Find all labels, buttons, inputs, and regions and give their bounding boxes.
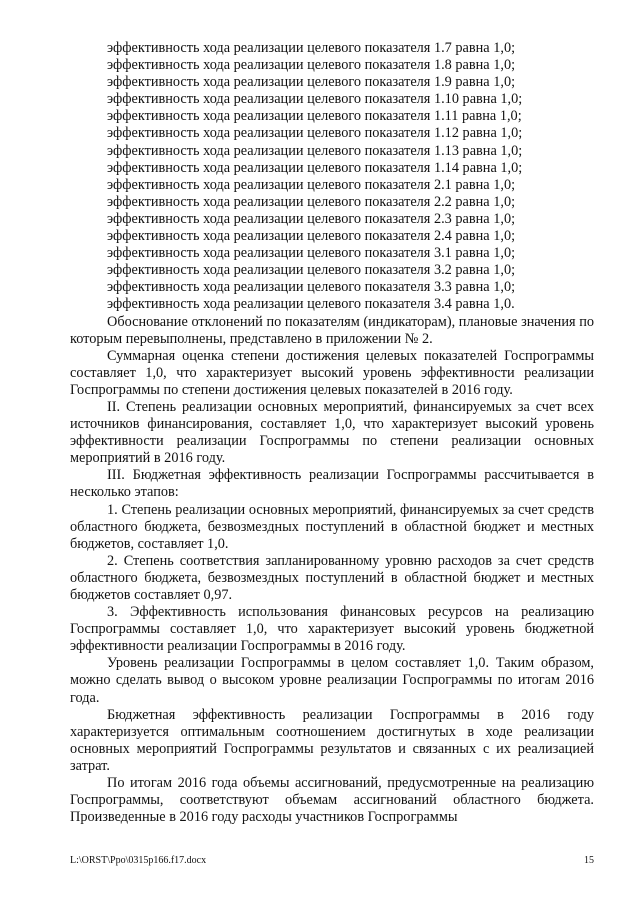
- paragraph-overall-level: Уровень реализации Госпрограммы в целом составляет 1,0. Таким образом, можно сделать вывод о высоком уровне реализации Госпрограммы по итогам 2016 года.: [70, 655, 594, 706]
- list-item: эффективность хода реализации целевого показателя 3.2 равна 1,0;: [107, 262, 516, 279]
- list-item: эффективность хода реализации целевого показателя 3.4 равна 1,0.: [107, 296, 515, 313]
- paragraph-stage-2: 2. Степень соответствия запланированному уровню расходов за счет средств областного бюджета, безвозмездных поступлений в областной бюджет и местных бюджетов составляет 0,97.: [70, 552, 594, 603]
- paragraph-budget-efficiency: III. Бюджетная эффективность реализации Госпрограммы рассчитывается в несколько этапов:: [70, 467, 594, 501]
- paragraph-summary-score: Суммарная оценка степени достижения целевых показателей Госпрограммы составляет 1,0, что характеризует высокий уровень эффективности реализации Госпрограммы по степени достижения целевых показателей в 2016 году.: [70, 347, 594, 398]
- list-item: эффективность хода реализации целевого показателя 2.3 равна 1,0;: [107, 210, 516, 227]
- paragraph-deviation-justification: Обоснование отклонений по показателям (индикаторам), плановые значения по которым перевыполнены, представлено в приложении № 2.: [70, 313, 594, 347]
- list-item: эффективность хода реализации целевого показателя 3.1 равна 1,0;: [107, 245, 516, 262]
- paragraph-activities-degree: II. Степень реализации основных мероприятий, финансируемых за счет всех источников финансирования, составляет 1,0, что характеризует высокий уровень эффективности реализации Госпрограммы по степени реализации основных мероприятий в 2016 году.: [70, 398, 594, 467]
- list-item: эффективность хода реализации целевого показателя 1.14 равна 1,0;: [107, 159, 523, 176]
- list-item: эффективность хода реализации целевого показателя 2.4 равна 1,0;: [107, 228, 516, 245]
- list-item: эффективность хода реализации целевого показателя 2.1 равна 1,0;: [107, 176, 516, 193]
- list-item: эффективность хода реализации целевого показателя 1.12 равна 1,0;: [107, 125, 523, 142]
- paragraph-budget-ratio: Бюджетная эффективность реализации Госпрограммы в 2016 году характеризуется оптимальным соотношением достигнутых в ходе реализации основных мероприятий Госпрограммы результатов и связанных с их реализацией затрат.: [70, 706, 594, 774]
- list-item: эффективность хода реализации целевого показателя 1.10 равна 1,0;: [107, 91, 523, 108]
- list-item: эффективность хода реализации целевого показателя 3.3 равна 1,0;: [107, 279, 516, 296]
- paragraph-allocations: По итогам 2016 года объемы ассигнований, предусмотренные на реализацию Госпрограммы, соответствуют объемам ассигнований областного бюджета. Произведенные в 2016 году расходы участников Госпрограммы: [70, 775, 594, 826]
- list-item: эффективность хода реализации целевого показателя 1.13 равна 1,0;: [107, 142, 523, 159]
- list-item: эффективность хода реализации целевого показателя 1.11 равна 1,0;: [107, 108, 522, 125]
- list-item: эффективность хода реализации целевого показателя 2.2 равна 1,0;: [107, 193, 516, 210]
- list-item: эффективность хода реализации целевого показателя 1.8 равна 1,0;: [107, 57, 516, 74]
- list-item: эффективность хода реализации целевого показателя 1.7 равна 1,0;: [107, 40, 516, 56]
- paragraph-stage-3: 3. Эффективность использования финансовых ресурсов на реализацию Госпрограммы составляет 1,0, что характеризует высокий уровень бюджетной эффективности реализации Госпрограммы в 2016 году.: [70, 604, 594, 655]
- file-path: L:\ORST\Ppo\0315p166.f17.docx: [70, 855, 207, 866]
- page-number: 15: [584, 855, 594, 866]
- page-footer: [70, 855, 594, 866]
- paragraph-stage-1: 1. Степень реализации основных мероприятий, финансируемых за счет средств областного бюджета, безвозмездных поступлений в областной бюджет и местных бюджетов, составляет 1,0.: [70, 501, 594, 552]
- page-body: [70, 40, 594, 826]
- list-item: эффективность хода реализации целевого показателя 1.9 равна 1,0;: [107, 74, 516, 91]
